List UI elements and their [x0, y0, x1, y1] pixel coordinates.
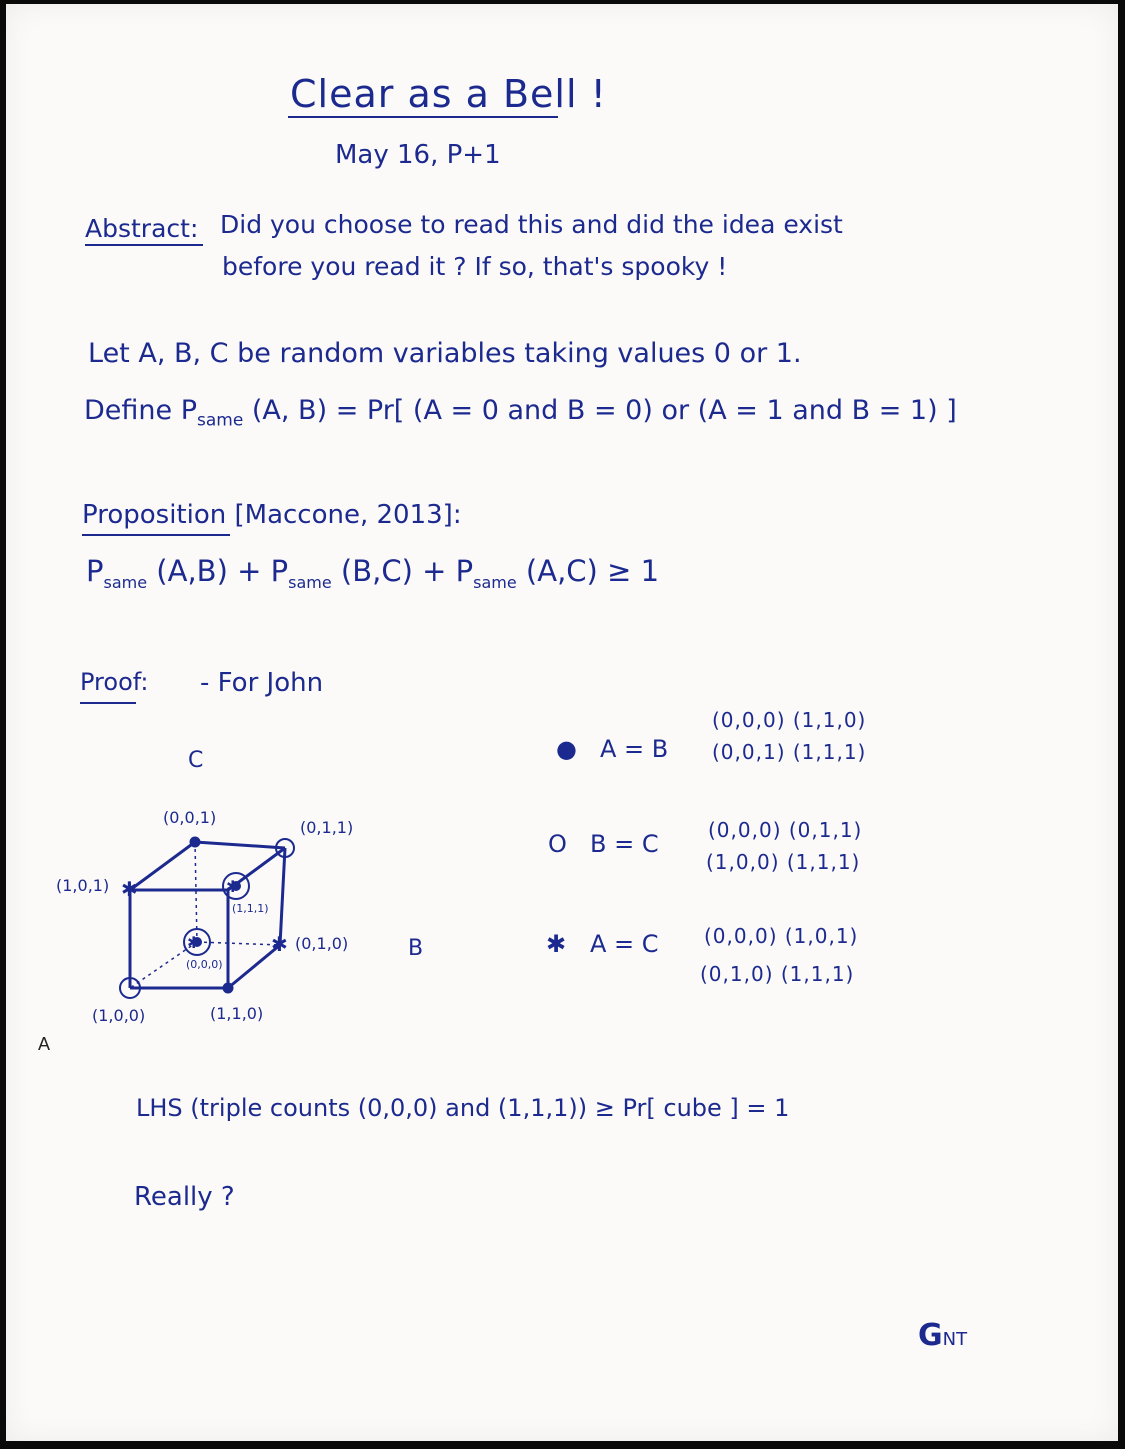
- vertex-dot-110: [223, 983, 233, 993]
- vertex-label-111: (1,1,1): [232, 902, 269, 915]
- ineq-sub2: same: [288, 572, 332, 592]
- vertex-label-011: (0,1,1): [300, 818, 354, 837]
- axis-label-b: B: [408, 936, 424, 961]
- date-line: May 16, P+1: [335, 140, 501, 170]
- ineq-sub3: same: [473, 572, 517, 592]
- vertex-star-101: ✱: [121, 877, 138, 901]
- ineq-p1: P: [86, 554, 104, 588]
- legend-a-eq-b: A = B: [600, 735, 669, 763]
- vertex-label-010: (0,1,0): [295, 934, 349, 953]
- signature-initial: G: [918, 1318, 943, 1353]
- cube-edge: [280, 848, 285, 945]
- definition-rest: (A, B) = Pr[ (A = 0 and B = 0) or (A = 1 and B = 1) ]: [251, 395, 957, 426]
- legend-a-eq-b-tuples-1: (0,0,0) (1,1,0): [712, 708, 867, 732]
- proof-dedication: - For John: [200, 668, 324, 698]
- page-title: Clear as a Bell !: [290, 72, 607, 116]
- legend-dot-icon: ●: [556, 735, 577, 763]
- ineq-sub1: same: [103, 572, 148, 592]
- lhs-conclusion: LHS (triple counts (0,0,0) and (1,1,1)) ≥ Pr[ cube ] = 1: [136, 1094, 790, 1122]
- vertex-star-000: ✱: [187, 933, 201, 952]
- cube-hidden-edge: [195, 842, 197, 942]
- legend-b-eq-c-tuples-1: (0,0,0) (0,1,1): [708, 818, 863, 842]
- let-statement: Let A, B, C be random variables taking values 0 or 1.: [88, 338, 802, 369]
- signature-rest: NT: [942, 1329, 968, 1350]
- vertex-label-000: (0,0,0): [186, 958, 223, 971]
- really-question: Really ?: [134, 1182, 235, 1212]
- vertex-star-010: ✱: [271, 932, 288, 956]
- abstract-line-2: before you read it ? If so, that's spooky !: [222, 252, 728, 281]
- legend-a-eq-c-tuples-2: (0,1,0) (1,1,1): [700, 962, 855, 986]
- definition-subscript: same: [197, 410, 244, 431]
- proposition-label: Proposition [Maccone, 2013]:: [82, 500, 462, 530]
- ineq-args3: (A,C) ≥ 1: [525, 554, 660, 588]
- legend-b-eq-c-tuples-2: (1,0,0) (1,1,1): [706, 850, 861, 874]
- ineq-args2: (B,C) + P: [340, 554, 474, 588]
- legend-ring-icon: O: [548, 830, 567, 858]
- vertex-label-100: (1,0,0): [92, 1006, 146, 1025]
- vertex-label-110: (1,1,0): [210, 1004, 264, 1023]
- cube-edge: [195, 842, 285, 848]
- proof-label: Proof:: [80, 668, 149, 696]
- ineq-args1: (A,B) + P: [156, 554, 289, 588]
- abstract-label: Abstract:: [85, 214, 199, 243]
- legend-a-eq-c: A = C: [590, 930, 659, 958]
- legend-star-icon: ✱: [546, 930, 567, 958]
- axis-label-c: C: [188, 748, 204, 773]
- legend-b-eq-c: B = C: [590, 830, 659, 858]
- legend-a-eq-b-tuples-2: (0,0,1) (1,1,1): [712, 740, 867, 764]
- definition-prefix: Define P: [84, 395, 197, 426]
- legend-a-eq-c-tuples-1: (0,0,0) (1,0,1): [704, 924, 859, 948]
- vertex-star-111: ✱: [226, 877, 240, 896]
- vertex-label-001: (0,0,1): [163, 808, 217, 827]
- vertex-dot-001: [190, 837, 200, 847]
- signature: [918, 1318, 967, 1353]
- cube-edge: [130, 842, 195, 890]
- axis-label-a: A: [38, 1034, 51, 1054]
- abstract-line-1: Did you choose to read this and did the idea exist: [220, 210, 843, 239]
- vertex-label-101: (1,0,1): [56, 876, 110, 895]
